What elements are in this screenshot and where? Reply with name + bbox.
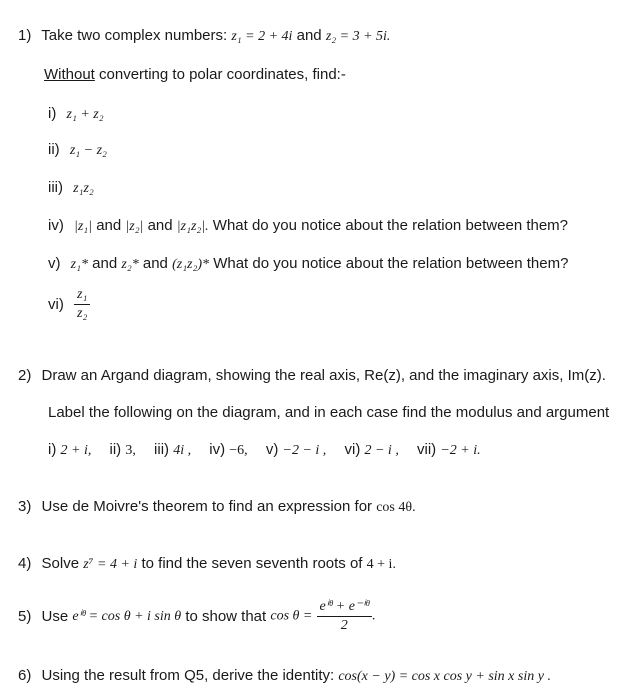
part-expr: z₁* xyxy=(70,257,88,272)
part-and: and xyxy=(142,255,168,272)
q1-line xyxy=(18,26,390,47)
item-label: i) xyxy=(48,441,57,458)
q5-period: . xyxy=(371,608,376,624)
q2-text: Label the following on the diagram, and in each case find the modulus and argument xyxy=(48,404,610,421)
q2-line2 xyxy=(48,403,609,423)
q3-line xyxy=(18,497,416,518)
q1-part-iv xyxy=(48,216,568,237)
fraction xyxy=(74,286,90,323)
fraction-denominator: z₂ xyxy=(77,306,88,321)
q5-identity: eⁱᶿ = cos θ + i sin θ xyxy=(72,609,182,624)
q2-line1 xyxy=(18,366,606,386)
part-and: and xyxy=(147,217,173,234)
fraction-denominator: 2 xyxy=(340,618,348,633)
q1-text: Take two complex numbers: xyxy=(41,27,228,44)
q5-text: to show that xyxy=(185,608,267,625)
item-label: iii) xyxy=(154,441,170,458)
item-value: 3, xyxy=(125,443,136,458)
q6-line xyxy=(18,666,551,687)
q4-number: 4) xyxy=(18,555,32,572)
part-label: iv) xyxy=(48,217,64,234)
part-expr: |z₁z₂|. xyxy=(176,219,209,234)
fraction-numerator: eⁱᶿ + e⁻ⁱᶿ xyxy=(319,599,369,614)
item-value: −2 + i. xyxy=(440,443,481,458)
q2-number: 2) xyxy=(18,367,32,384)
q5-number: 5) xyxy=(18,608,32,625)
q6-identity: cos(x − y) = cos x cos y + sin x sin y . xyxy=(338,669,551,684)
q6-number: 6) xyxy=(18,667,32,684)
part-label: i) xyxy=(48,105,57,122)
fraction xyxy=(317,598,372,635)
q4-line xyxy=(18,554,396,575)
q3-text: Use de Moivre's theorem to find an expression for xyxy=(41,498,373,515)
q4-text: Solve xyxy=(41,555,80,572)
item-label: v) xyxy=(265,441,279,458)
q3-expr: cos 4θ. xyxy=(376,500,416,515)
q1-and: and xyxy=(296,27,322,44)
item-value: −2 − i , xyxy=(282,443,327,458)
item-value: −6, xyxy=(229,443,248,458)
q2-text: Draw an Argand diagram, showing the real axis, Re(z), and the imaginary axis, Im(z). xyxy=(41,367,606,384)
part-expr: z₂* xyxy=(121,257,139,272)
q1-part-vi xyxy=(48,286,90,323)
part-question: What do you notice about the relation between them? xyxy=(213,255,569,272)
item-value: 2 + i, xyxy=(60,443,92,458)
q5-lhs: cos θ = xyxy=(270,608,313,624)
part-and: and xyxy=(96,217,122,234)
q3-number: 3) xyxy=(18,498,32,515)
part-label: ii) xyxy=(48,141,60,158)
part-expr: z₁ − z₂ xyxy=(69,143,107,158)
q1-part-i xyxy=(48,104,104,125)
item-label: vii) xyxy=(417,441,437,458)
part-and: and xyxy=(92,255,118,272)
part-expr: z₁ + z₂ xyxy=(66,107,104,122)
q2-items xyxy=(48,440,481,461)
fraction-numerator: z₁ xyxy=(77,287,88,302)
part-expr: |z₁| xyxy=(74,219,93,234)
q1-part-iii xyxy=(48,178,94,199)
q5-line xyxy=(18,598,375,635)
part-label: iii) xyxy=(48,179,63,196)
q4-equation: z⁷ = 4 + i xyxy=(83,557,138,572)
item-label: ii) xyxy=(109,441,122,458)
q1-z1: z₁ = 2 + 4i xyxy=(231,29,293,44)
part-label: vi) xyxy=(48,296,64,313)
q1-z2: z₂ = 3 + 5i. xyxy=(325,29,391,44)
part-expr: z₁z₂ xyxy=(73,181,94,196)
q1-instruction-rest: converting to polar coordinates, find:- xyxy=(99,66,346,83)
q1-part-ii xyxy=(48,140,107,161)
q5-text: Use xyxy=(41,608,69,625)
item-value: 2 − i , xyxy=(364,443,399,458)
q1-instruction xyxy=(44,65,346,85)
q1-number: 1) xyxy=(18,27,32,44)
part-question: What do you notice about the relation between them? xyxy=(212,217,569,234)
q1-without: Without xyxy=(44,66,95,83)
q1-part-v xyxy=(48,254,568,275)
q6-text: Using the result from Q5, derive the identity: xyxy=(41,667,335,684)
item-label: iv) xyxy=(209,441,226,458)
q4-text: to find the seven seventh roots of xyxy=(141,555,363,572)
item-value: 4i , xyxy=(173,443,192,458)
q4-expr: 4 + i. xyxy=(366,557,396,572)
part-expr: (z₁z₂)* xyxy=(172,257,210,272)
part-expr: |z₂| xyxy=(125,219,144,234)
item-label: vi) xyxy=(344,441,361,458)
part-label: v) xyxy=(48,255,61,272)
